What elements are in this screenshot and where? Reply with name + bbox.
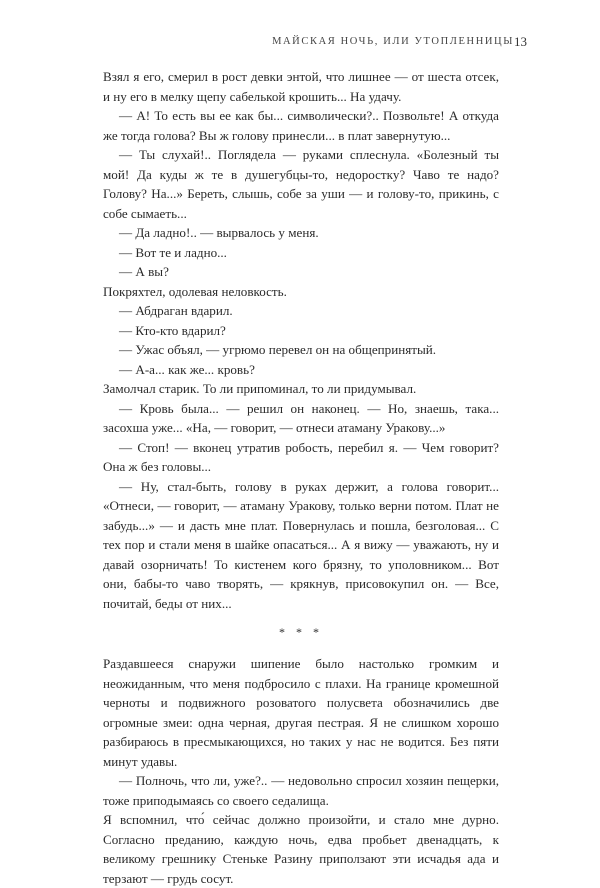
paragraph: — Ну, стал-быть, голову в руках держит, а голова говорит... «Отнеси, — говорит, — атаману Уракову, только верни потом. Плат не забудь...» — и дасть мне плат. Повернулась и пошла, безголовая... С тех пор и стали меня в шайке опасаться... А я вижу — уважають, ну и давай озорничать! То кистенем кого брязну, то уполовником... Вот они, бабы-то чаво творять, — крякнув, присовокупил он. — Все, почитай, беды от них... [103, 478, 499, 611]
body-text [103, 67, 499, 888]
section-separator: * * * [279, 625, 323, 639]
paragraph: — Стоп! — вконец утратив робость, перебил я. — Чем говорит? Она ж без головы... [103, 439, 499, 474]
page-number: 13 [514, 34, 527, 49]
paragraph: Покряхтел, одолевая неловкость. [103, 283, 287, 299]
paragraph: — Кровь была... — решил он наконец. — Но, знаешь, така... засохша уже... «На, — говорит, — отнеси атаману Уракову...» [103, 400, 499, 435]
paragraph: — Вот те и ладно... [119, 244, 227, 260]
running-title: МАЙСКАЯ НОЧЬ, ИЛИ УТОПЛЕННИЦЫ [272, 36, 514, 47]
paragraph: — Полночь, что ли, уже?.. — недовольно спросил хозяин пещерки, тоже приподымаясь со своего седалища. [103, 773, 499, 808]
paragraph: — Да ладно!.. — вырвалось у меня. [119, 225, 319, 240]
paragraph: — А вы? [119, 264, 169, 279]
paragraph: — Абдраган вдарил. [119, 303, 233, 318]
paragraph: — Ты слухай!.. Погляделa — руками сплеснула. «Болезный ты мой! Да куды ж те в душегубцы-то, недоростку? Чаво те надо? Голову? На...» Береть, слышь, собе за уши — и голову-то, прикинь, с собе сымаеть... [103, 147, 499, 221]
paragraph: — Ужас объял, — угрюмо перевел он на общепринятый. [119, 342, 437, 357]
paragraph: Замолчал старик. То ли припоминал, то ли придумывал. [103, 381, 417, 396]
paragraph: Я вспомнил, что́ сейчас должно произойти, и стало мне дурно. Согласно преданию, каждую ночь, едва пробьет двенадцать, к великому грешнику Стеньке Разину приползают эти исчадья ада и терзают — грудь сосут. [103, 812, 499, 886]
paragraph: — А-а... как же... кровь? [119, 361, 255, 377]
paragraph: — Кто-кто вдарил? [119, 322, 226, 338]
paragraph: Взял я его, смерил в рост девки энтой, что лишнее — от шеста отсек, и ну его в мелку щепу сабелькой крошить... На удачу. [103, 69, 499, 104]
paragraph: — А! То есть вы ее как бы... символически?.. Позвольте! А откуда же тогда голова? Вы ж голову принесли... в плат завернутую... [103, 108, 499, 143]
paragraph: Раздавшееся снаружи шипение было настолько громким и неожиданным, что меня подбросило с плахи. На границе кромешной черноты и подвижного розоватого полусвета обозначились две огромные змеи: одна черная, другая пестрая. Я не слишком хорошо разбираюсь в пресмыкающихся, но таких у нас не водится. Без пяти минут удавы. [103, 656, 499, 769]
